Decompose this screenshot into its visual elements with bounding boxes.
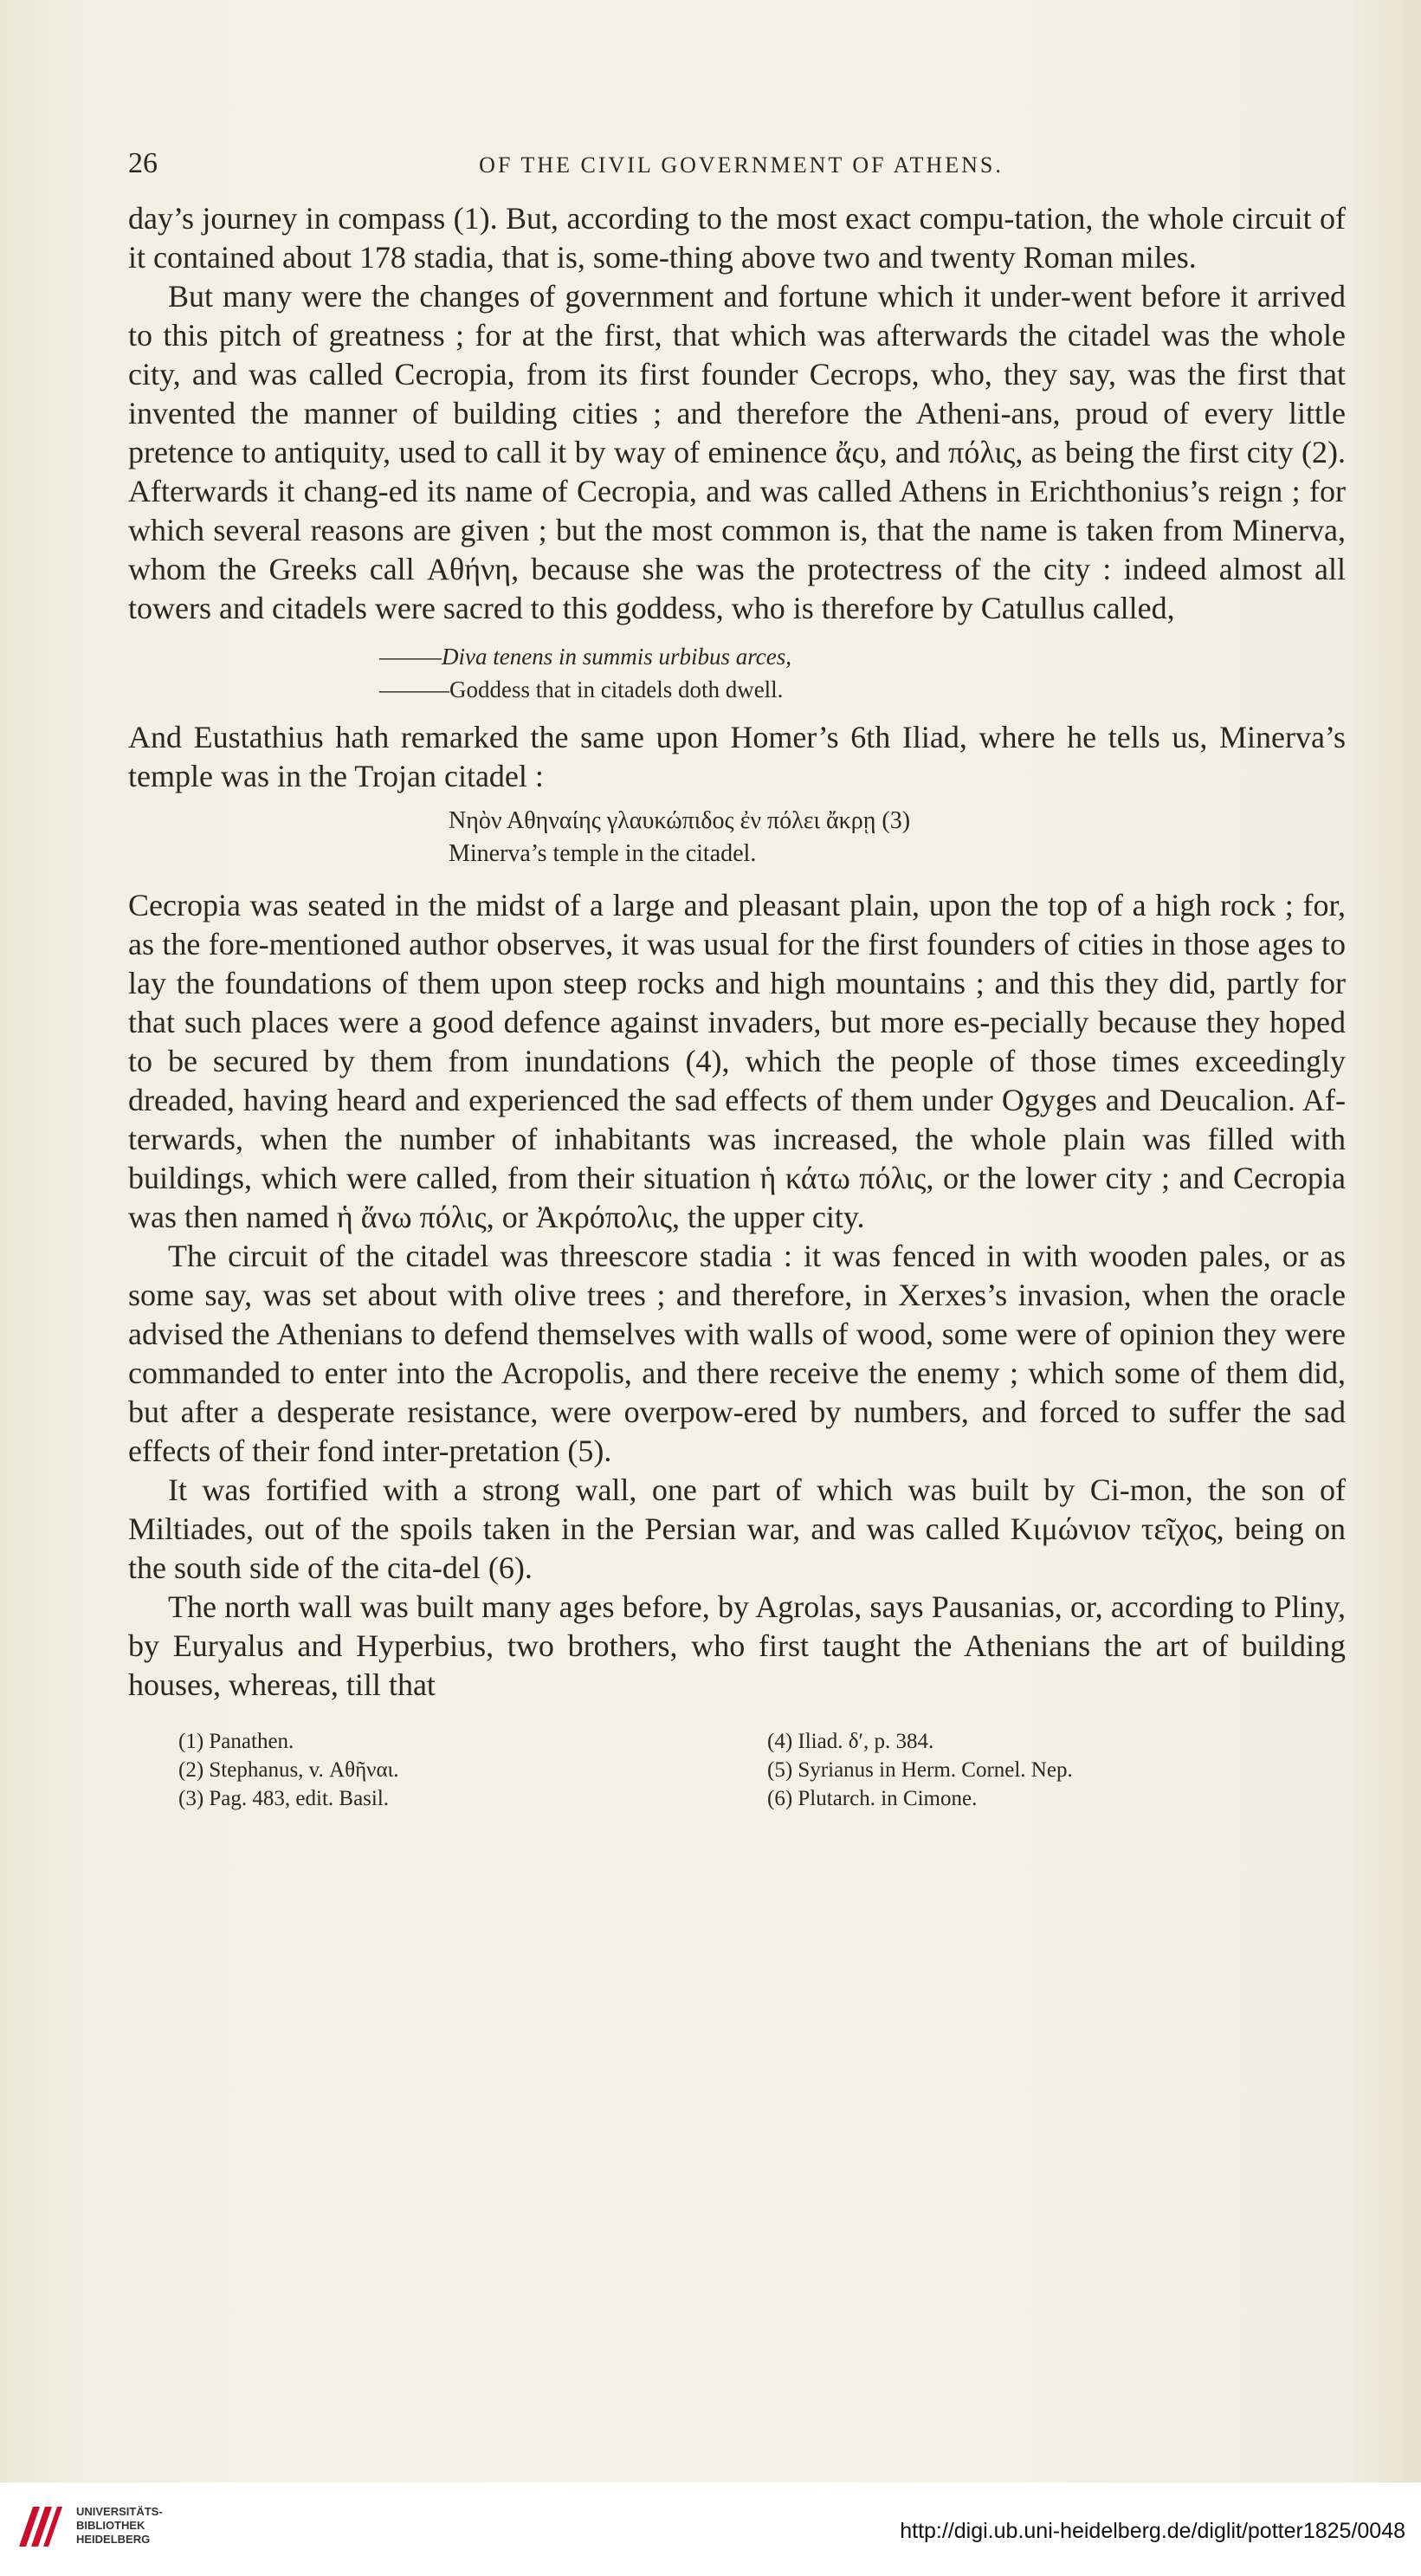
library-logo[interactable] — [14, 2500, 163, 2552]
paragraph-5: The circuit of the citadel was threescore stadia : it was fenced in with wooden pales, or as some say, was set about with olive trees ; and therefore, in Xerxes’s invasion, when the oracle advised the Athenians to defend themselves with walls of wood, some were of opinion they were commanded to enter into the Acropolis, and there receive the enemy ; which some of them did, but after a desperate resistance, were overpow-ered by numbers, and forced to suffer the sad effects of their fond inter-pretation (5). — [128, 1239, 1346, 1468]
paragraph-2: But many were the changes of government and fortune which it under-went before it arrived to this pitch of greatness ; for at the first, that which was afterwards the citadel was the whole city, and was called Cecropia, from its first founder Cecrops, who, they say, was the first that invented the manner of building cities ; and therefore the Atheni-ans, proud of every little pretence to antiquity, used to call it by way of eminence ἄςυ, and πόλις, as being the first city (2). Afterwards it chang-ed its name of Cecropia, and was called Athens in Erichthonius’s reign ; for which several reasons are given ; but the most common is, that the name is taken from Minerva, whom the Greeks call Αθήνη, because she was the protectress of the city : indeed almost all towers and citadels were sacred to this goddess, who is therefore by Catullus called, — [128, 279, 1346, 625]
page-content — [128, 147, 1346, 1813]
greek-quote — [128, 805, 1346, 871]
latin-quote-translation: ———Goddess that in citadels doth dwell. — [379, 676, 784, 702]
paragraph-1: day’s journey in compass (1). But, according to the most exact compu-tation, the whole circuit of it contained about 178 stadia, that is, some-thing above two and twenty Roman miles. — [128, 201, 1346, 275]
library-name — [76, 2505, 163, 2547]
footnotes — [128, 1727, 1346, 1813]
running-head: OF THE CIVIL GOVERNMENT OF ATHENS. — [479, 152, 1004, 178]
source-url[interactable]: http://digi.ub.uni-heidelberg.de/diglit/potter1825/0048 — [900, 2519, 1405, 2543]
library-name-line-1: UNIVERSITÄTS- — [76, 2505, 163, 2518]
footnote-4: (4) Iliad. δ′, p. 384. — [767, 1730, 934, 1753]
heidelberg-library-logo-icon — [14, 2500, 66, 2552]
latin-quote-line: ———Diva tenens in summis urbibus arces, — [379, 644, 791, 670]
footnote-5: (5) Syrianus in Herm. Cornel. Nep. — [767, 1758, 1073, 1782]
library-name-line-2: BIBLIOTHEK — [76, 2519, 145, 2532]
latin-quote — [128, 640, 1346, 706]
page-header — [128, 147, 1346, 199]
paragraph-7: The north wall was built many ages before, by Agrolas, says Pausanias, or, according to Pliny, by Euryalus and Hyperbius, two brothers, who first taught the Athenians the art of building houses, whereas, till that — [128, 1589, 1346, 1702]
greek-quote-translation: Minerva’s temple in the citadel. — [449, 840, 757, 867]
footer-bar — [0, 2482, 1421, 2576]
paragraph-3: And Eustathius hath remarked the same upon Homer’s 6th Iliad, where he tells us, Minerva’s temple was in the Trojan citadel : — [128, 720, 1346, 793]
footnote-3: (3) Pag. 483, edit. Basil. — [178, 1787, 390, 1810]
footnote-6: (6) Plutarch. in Cimone. — [767, 1787, 978, 1810]
paragraph-4: Cecropia was seated in the midst of a large and pleasant plain, upon the top of a high rock ; for, as the fore-mentioned author observes, it was usual for the first founders of cities in those ages to lay the foundations of them upon steep rocks and high mountains ; and this they did, partly for that such places were a good defence against invaders, but more es-pecially because they hoped to be secured by them from inundations (4), which the people of those times exceedingly dreaded, having heard and experienced the sad effects of them under Ogyges and Deucalion. Af-terwards, when the number of inhabitants was increased, the whole plain was filled with buildings, which were called, from their situation ἡ κάτω πόλις, or the lower city ; and Cecropia was then named ἡ ἄνω πόλις, or Ἀκρόπολις, the upper city. — [128, 888, 1346, 1234]
footnote-1: (1) Panathen. — [178, 1730, 294, 1753]
footnote-2: (2) Stephanus, v. Αθῆναι. — [178, 1758, 399, 1782]
paragraph-6: It was fortified with a strong wall, one part of which was built by Ci-mon, the son of Miltiades, out of the spoils taken in the Persian war, and was called Κιμώνιον τεῖχος, being on the south side of the cita-del (6). — [128, 1472, 1346, 1585]
page-number: 26 — [128, 147, 158, 179]
greek-quote-line: Νηὸν Αθηναίης γλαυκώπιδος ἐν πόλει ἄκρῃ (3) — [449, 807, 911, 834]
library-name-line-3: HEIDELBERG — [76, 2533, 151, 2546]
